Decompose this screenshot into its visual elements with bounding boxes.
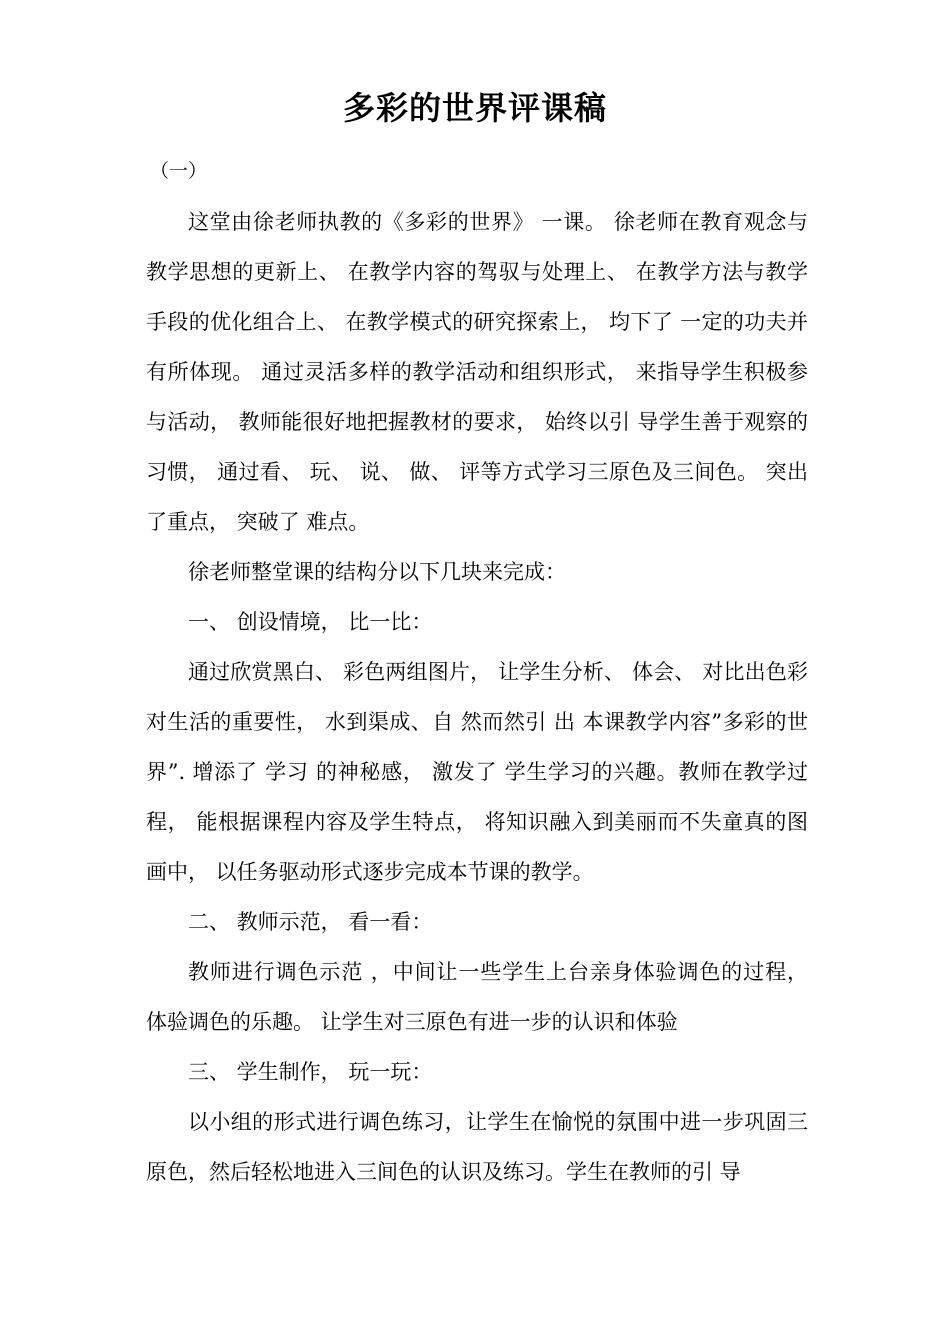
- paragraph-section-1: 通过欣赏黑白、 彩色两组图片， 让学生分析、 体会、 对比出色彩对生活的重要性， 水到渠成、自 然而然引 出 本课教学内容”多彩的世界”. 增添了 学习 的神秘感， 激发了 学生学习的兴趣。教师在教学过程， 能根据课程内容及学生特点， 将知识融入到美丽而不失童真的图画中， 以任务驱动形式逐步完成本节课的教学。: [146, 660, 808, 884]
- paragraph-section-2: 教师进行调色示范 ，中间让一些学生上台亲身体验调色的过程， 体验调色的乐趣。 让学生对三原色有进一步的认识和体验: [146, 960, 808, 1034]
- section-label: （一）: [150, 160, 208, 182]
- paragraph-intro: 这堂由徐老师执教的《多彩的世界》 一课。 徐老师在教育观念与教学思想的更新上、 在教学内容的驾驭与处理上、 在教学方法与教学手段的优化组合上、 在教学模式的研究探索上， 均下了 一定的功夫并有所体现。 通过灵活多样的教学活动和组织形式， 来指导学生积极参与活动， 教师能很好地把握教材的要求， 始终以引 导学生善于观察的习惯， 通过看、 玩、 说、 做、 评等方式学习三原色及三间色。 突出了重点， 突破了 难点。: [146, 210, 808, 534]
- paragraph-structure: 徐老师整堂课的结构分以下几块来完成：: [188, 560, 566, 584]
- document-body: [146, 197, 808, 1197]
- paragraph-section-3: 以小组的形式进行调色练习，让学生在愉悦的氛围中进一步巩固三原色，然后轻松地进入三间色的认识及练习。学生在教师的引 导: [146, 1110, 808, 1184]
- section-heading-1: 一、 创设情境， 比一比：: [188, 610, 433, 634]
- section-heading-3: 三、 学生制作， 玩一玩：: [188, 1060, 433, 1084]
- document-title: 多彩的世界评课稿: [342, 89, 607, 127]
- section-heading-2: 二、 教师示范， 看一看：: [188, 910, 433, 934]
